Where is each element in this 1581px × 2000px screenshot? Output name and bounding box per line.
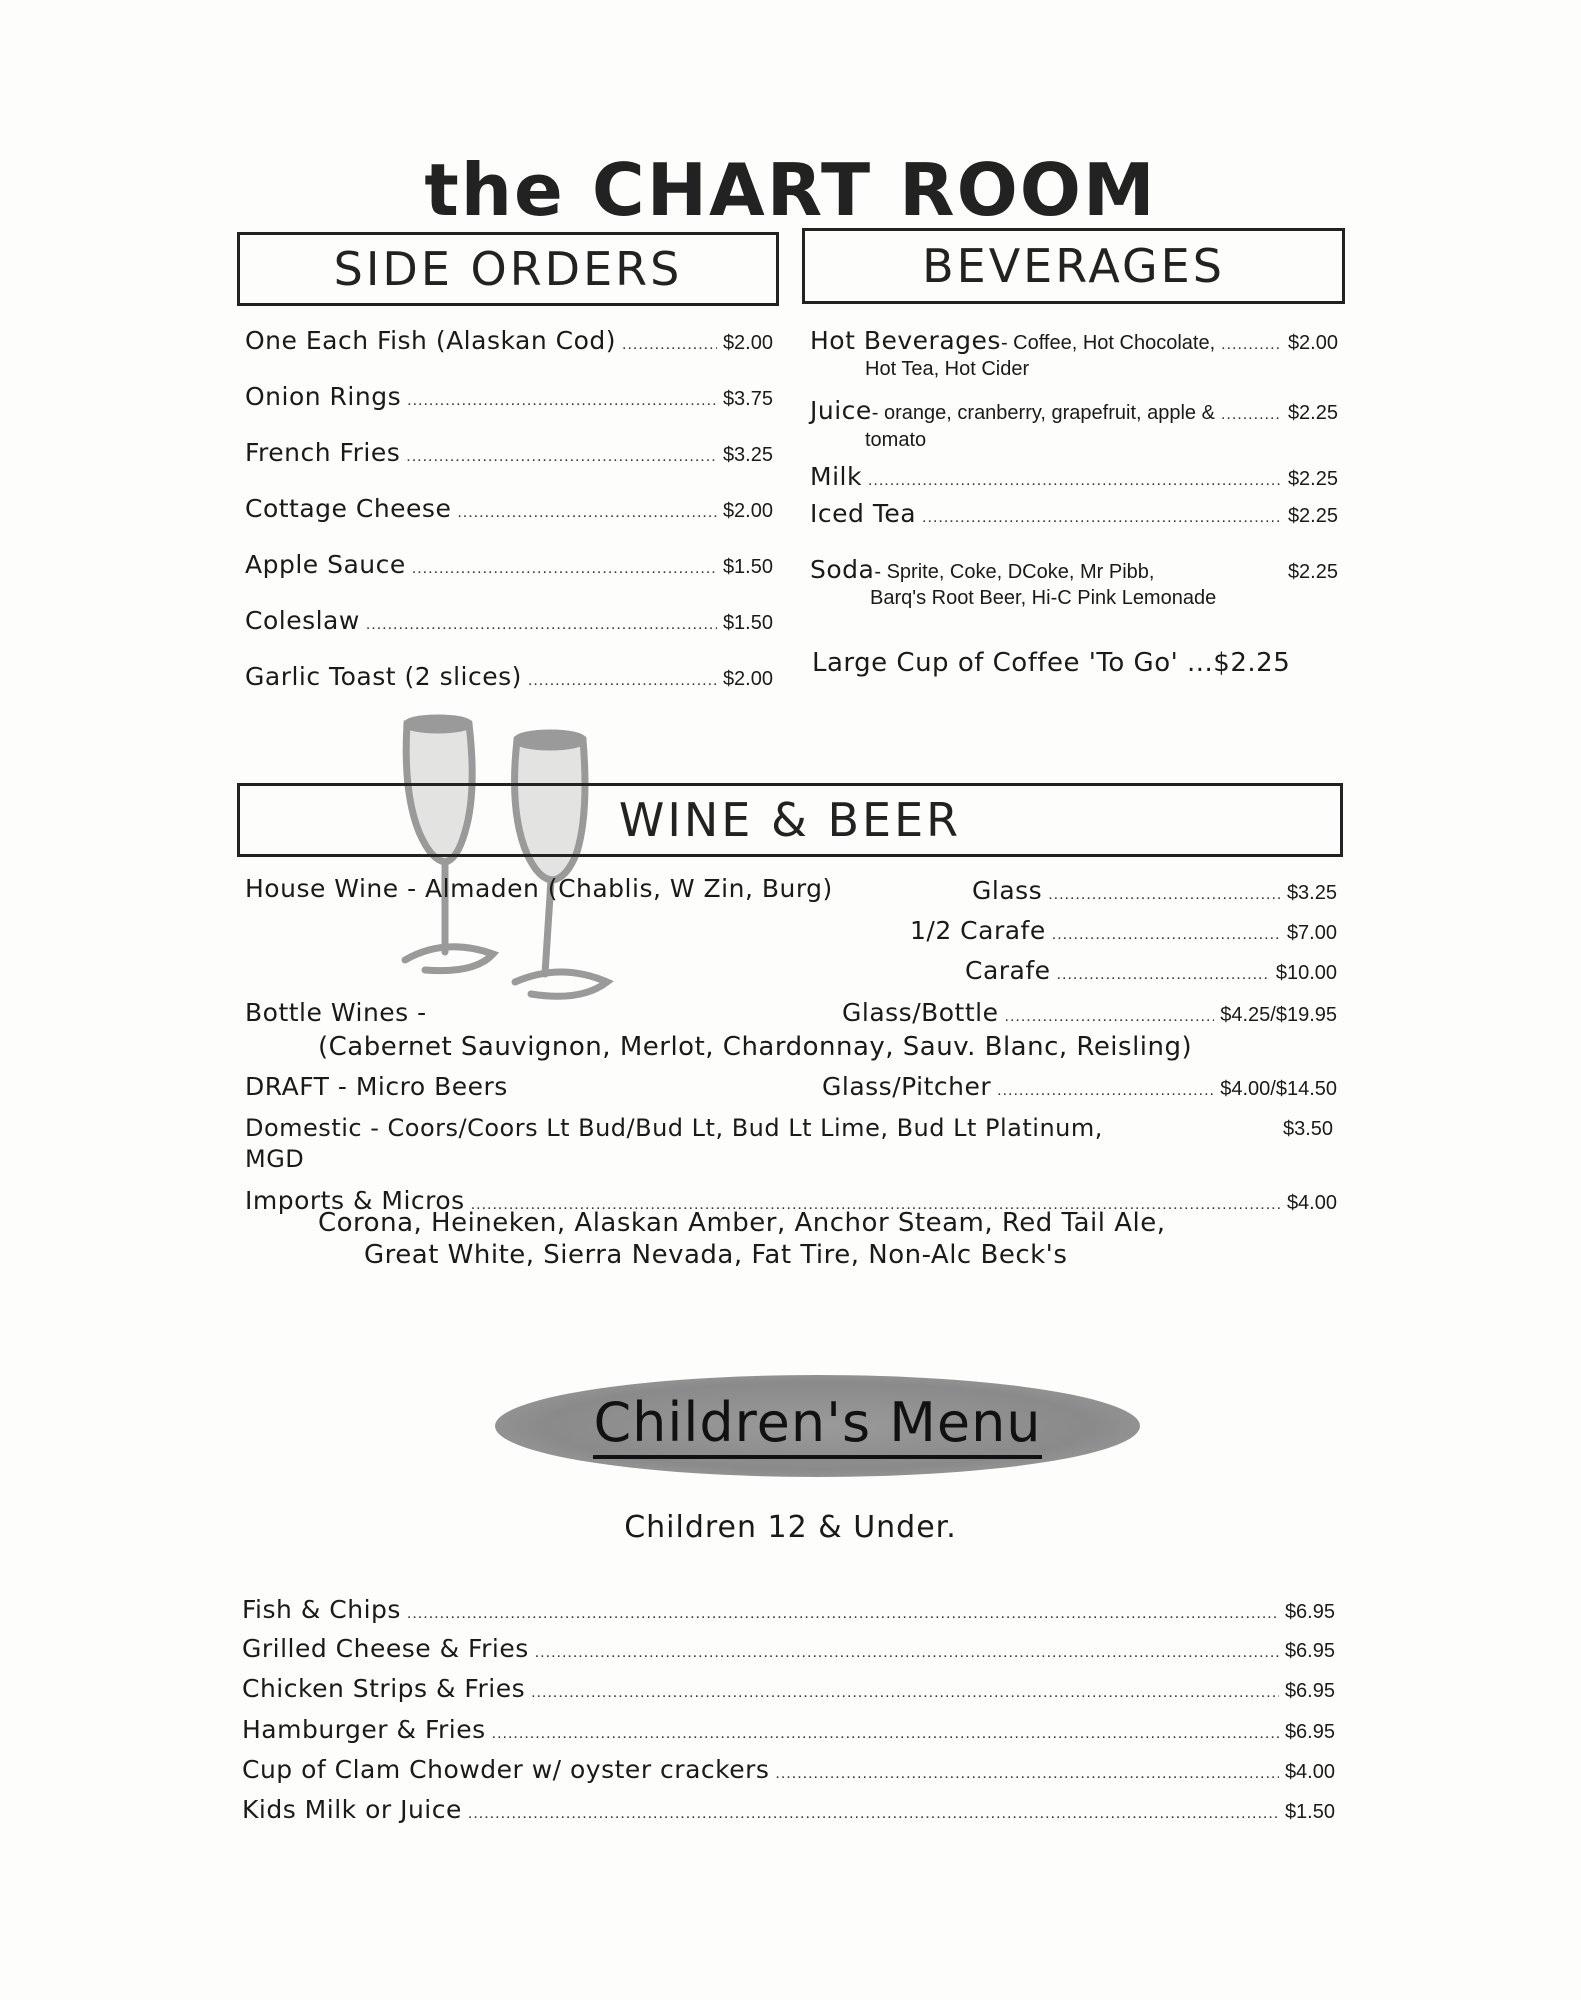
item-price: $10.00 (1275, 962, 1337, 984)
dot-leader (528, 666, 717, 696)
item-price: $6.95 (1284, 1640, 1335, 1662)
childrens-subtitle: Children 12 & Under. (624, 1510, 957, 1545)
item-price: $1.50 (722, 556, 773, 578)
item-name: Hot Beverages (810, 326, 1001, 355)
dot-leader (366, 610, 717, 640)
domestic-beers: Domestic - Coors/Coors Lt Bud/Bud Lt, Bud Lt Lime, Bud Lt Platinum, (245, 1114, 1103, 1142)
item-name: Juice (810, 396, 872, 425)
beverages-heading: BEVERAGES (802, 228, 1345, 304)
item-name: Chicken Strips & Fries (242, 1674, 526, 1703)
list-item (810, 326, 1338, 360)
item-price: $4.00 (1286, 1192, 1337, 1214)
item-desc: - Coffee, Hot Chocolate, (1000, 332, 1216, 354)
item-name: Cottage Cheese (245, 494, 452, 523)
item-price: $2.00 (722, 668, 773, 690)
item-desc-line2: Hot Tea, Hot Cider (865, 358, 1030, 380)
item-name: Hamburger & Fries (242, 1715, 486, 1744)
list-item (242, 1674, 1335, 1708)
item-price: $6.95 (1284, 1721, 1335, 1743)
item-price: $6.95 (1284, 1601, 1335, 1623)
list-item (245, 494, 773, 528)
list-item (810, 499, 1338, 533)
side-orders-heading: SIDE ORDERS (237, 232, 779, 306)
item-desc: - Sprite, Coke, DCoke, Mr Pibb, (874, 561, 1155, 583)
imports-list-line2: Great White, Sierra Nevada, Fat Tire, Non-Alc Beck's (364, 1240, 1068, 1270)
item-name: Onion Rings (245, 382, 402, 411)
list-item (245, 382, 773, 416)
item-name: Soda (810, 555, 875, 584)
dot-leader (1221, 400, 1282, 430)
coffee-to-go: Large Cup of Coffee 'To Go' ...$2.25 (812, 648, 1291, 678)
list-item (242, 1755, 1335, 1789)
dot-leader (412, 554, 717, 584)
list-item (972, 876, 1337, 910)
list-item (242, 1595, 1335, 1629)
item-name: Garlic Toast (2 slices) (245, 662, 522, 691)
list-item (245, 606, 773, 640)
bottle-wine-list: (Cabernet Sauvignon, Merlot, Chardonnay, Sauv. Blanc, Reisling) (318, 1032, 1193, 1062)
item-name: Iced Tea (810, 499, 917, 528)
list-item (245, 662, 773, 696)
item-price: $2.25 (1287, 561, 1338, 583)
item-price: $2.25 (1287, 402, 1338, 424)
item-desc-line2: tomato (865, 429, 927, 451)
childrens-menu-banner (495, 1375, 1140, 1477)
item-price: $4.00 (1284, 1761, 1335, 1783)
list-item (910, 916, 1337, 950)
item-price: $2.00 (722, 500, 773, 522)
item-name: Grilled Cheese & Fries (242, 1634, 529, 1663)
item-name: Carafe (965, 956, 1051, 985)
item-price: $2.25 (1287, 468, 1338, 490)
list-item (242, 1795, 1335, 1829)
item-name: Fish & Chips (242, 1595, 401, 1624)
draft-beers: DRAFT - Micro Beers (245, 1072, 508, 1101)
item-desc-line2: Barq's Root Beer, Hi-C Pink Lemonade (870, 587, 1217, 609)
list-item (842, 998, 1337, 1032)
house-wine: House Wine - Almaden (Chablis, W Zin, Burg) (245, 874, 833, 903)
item-price: $3.75 (722, 388, 773, 410)
item-price: $1.50 (1284, 1801, 1335, 1823)
item-name: 1/2 Carafe (910, 916, 1046, 945)
wine-beer-heading: WINE & BEER (237, 783, 1343, 857)
dot-leader (1221, 330, 1282, 360)
item-price: $3.25 (722, 444, 773, 466)
item-price: $2.00 (722, 332, 773, 354)
list-item (242, 1634, 1335, 1668)
childrens-menu-heading: Children's Menu (593, 1393, 1041, 1459)
item-price: $2.00 (1287, 332, 1338, 354)
menu-title: the CHART ROOM (424, 148, 1157, 232)
dot-leader (775, 1759, 1279, 1789)
dot-leader (622, 330, 717, 360)
dot-leader (922, 503, 1282, 533)
item-desc: - orange, cranberry, grapefruit, apple & (871, 402, 1215, 424)
list-item (822, 1072, 1337, 1106)
dot-leader (457, 498, 717, 528)
dot-leader (1052, 920, 1281, 950)
dot-leader (868, 466, 1282, 496)
dot-leader (406, 442, 717, 472)
dot-leader (492, 1719, 1279, 1749)
domestic-beers-line2: MGD (245, 1145, 305, 1173)
dot-leader (407, 386, 717, 416)
list-item (242, 1715, 1335, 1749)
item-price: $6.95 (1284, 1680, 1335, 1702)
item-name: Glass/Bottle (842, 998, 999, 1027)
dot-leader (1005, 1002, 1215, 1032)
domestic-price: $3.50 (1283, 1118, 1334, 1140)
item-price: $4.25/$19.95 (1220, 1004, 1337, 1026)
item-price: $1.50 (722, 612, 773, 634)
dot-leader (1048, 880, 1281, 910)
list-item (810, 396, 1338, 430)
item-price: $7.00 (1286, 922, 1337, 944)
dot-leader (1057, 960, 1270, 990)
dot-leader (407, 1599, 1279, 1629)
item-name: Glass/Pitcher (822, 1072, 992, 1101)
dot-leader (531, 1678, 1279, 1708)
item-name: Milk (810, 462, 862, 491)
item-name: French Fries (245, 438, 401, 467)
list-item (245, 438, 773, 472)
list-item (810, 555, 1338, 587)
item-name: Imports & Micros (245, 1186, 465, 1215)
item-price: $2.25 (1287, 505, 1338, 527)
bottle-wines: Bottle Wines - (245, 998, 427, 1027)
list-item (245, 550, 773, 584)
item-price: $3.25 (1286, 882, 1337, 904)
item-name: Coleslaw (245, 606, 360, 635)
list-item (965, 956, 1337, 990)
item-name: One Each Fish (Alaskan Cod) (245, 326, 616, 355)
item-name: Cup of Clam Chowder w/ oyster crackers (242, 1755, 770, 1784)
dot-leader (535, 1638, 1279, 1668)
dot-leader (468, 1799, 1279, 1829)
champagne-glasses-icon (385, 712, 635, 1012)
list-item (245, 326, 773, 360)
dot-leader (997, 1076, 1214, 1106)
item-name: Kids Milk or Juice (242, 1795, 462, 1824)
list-item (810, 462, 1338, 496)
item-price: $4.00/$14.50 (1220, 1078, 1337, 1100)
item-name: Glass (972, 876, 1043, 905)
item-name: Apple Sauce (245, 550, 406, 579)
imports-list-line1: Corona, Heineken, Alaskan Amber, Anchor Steam, Red Tail Ale, (318, 1208, 1166, 1238)
